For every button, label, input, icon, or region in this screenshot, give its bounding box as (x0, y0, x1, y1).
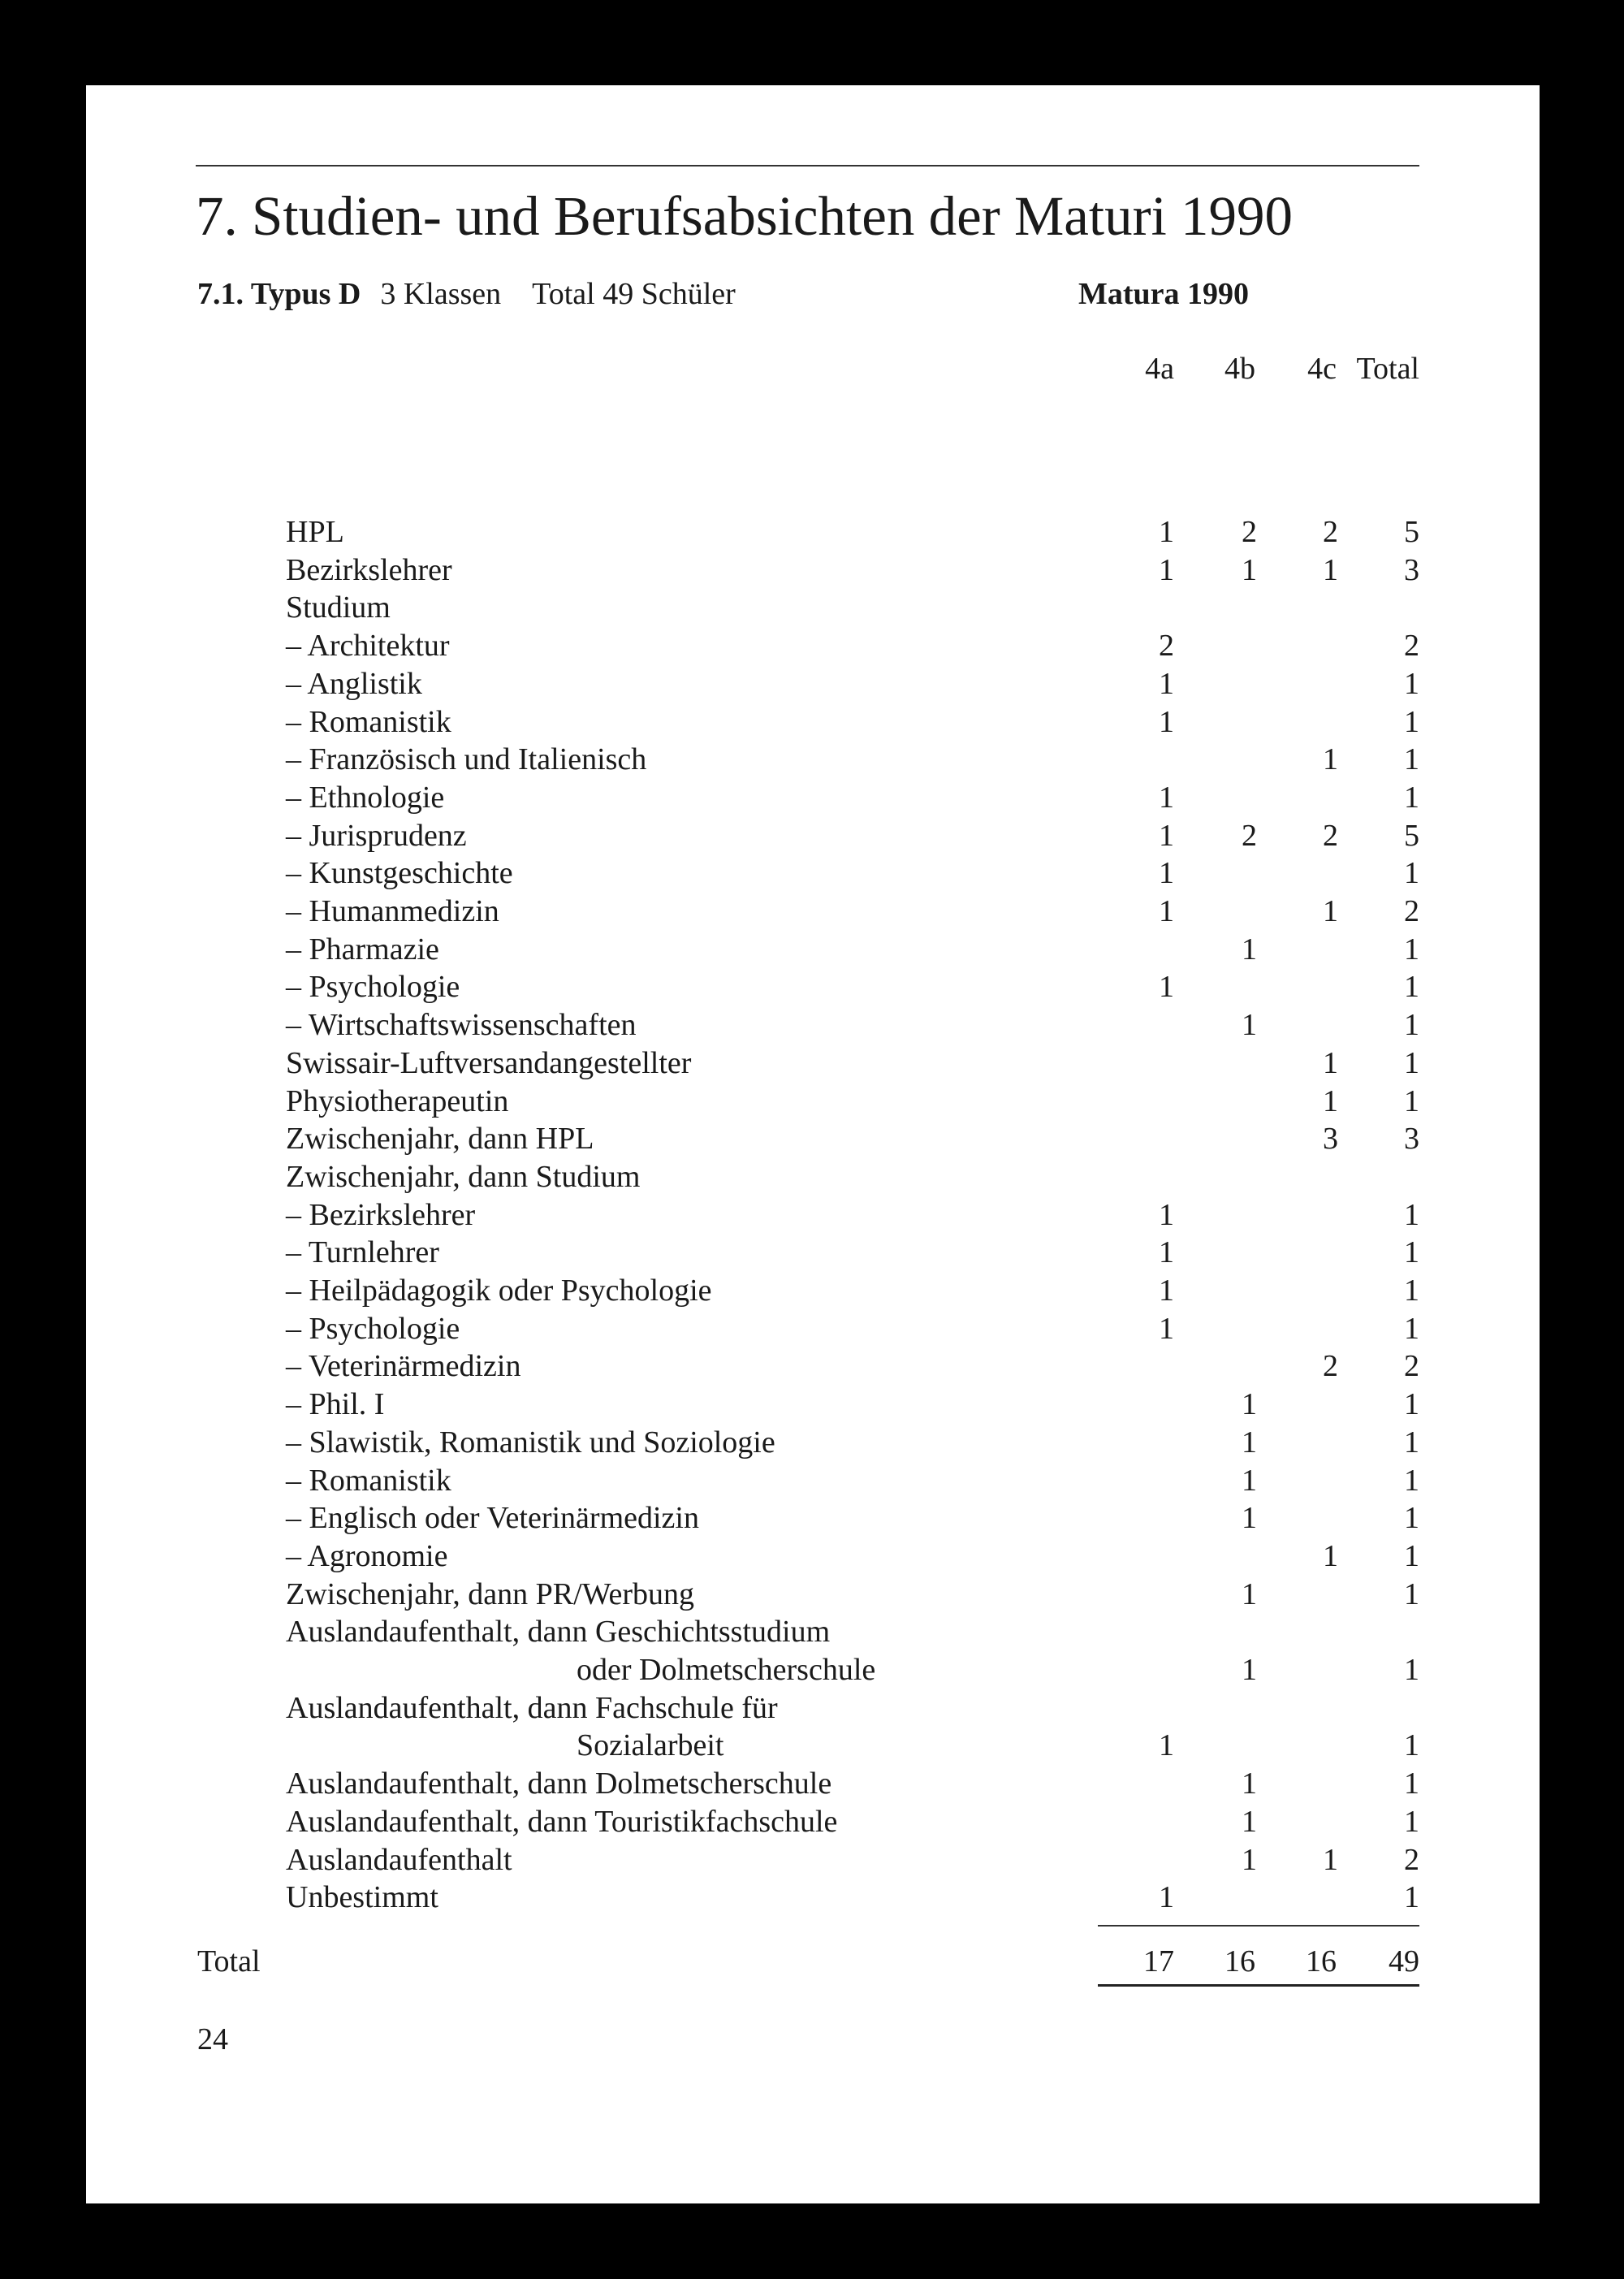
table-row (0, 817, 1543, 855)
table-row (0, 513, 1543, 551)
table-row (0, 1765, 1543, 1803)
table-row (0, 1689, 1543, 1728)
cell-4a: 1 (1159, 704, 1174, 739)
table-row (0, 1234, 1543, 1272)
cell-4a: 1 (1159, 1274, 1174, 1308)
cell-total: 1 (1404, 1880, 1419, 1915)
table-row (0, 665, 1543, 703)
table-row (0, 1347, 1543, 1386)
page-number: 24 (197, 2022, 228, 2056)
cell-total: 1 (1404, 1501, 1419, 1536)
cell-total: 1 (1404, 1235, 1419, 1270)
table-row (0, 627, 1543, 665)
cell-total: 1 (1404, 1425, 1419, 1460)
cell-total: 2 (1404, 1842, 1419, 1877)
sum-rule (1098, 1925, 1419, 1927)
cell-total: 3 (1404, 552, 1419, 587)
cell-4a: 1 (1159, 515, 1174, 549)
row-label: Auslandaufenthalt, dann Touristikfachschule (286, 1804, 838, 1839)
row-label: – Jurisprudenz (286, 818, 467, 853)
total-total: 49 (1389, 1944, 1419, 1978)
table-row (0, 1462, 1543, 1500)
table-row (0, 931, 1543, 969)
cell-4a: 1 (1159, 1311, 1174, 1346)
cell-total: 1 (1404, 1045, 1419, 1080)
cell-total: 1 (1404, 856, 1419, 891)
cell-total: 1 (1404, 1463, 1419, 1498)
cell-4c: 1 (1323, 1083, 1338, 1118)
cell-total: 1 (1404, 1083, 1419, 1118)
row-label: Auslandaufenthalt, dann Fachschule für (286, 1690, 778, 1725)
total-row (0, 1943, 1543, 1981)
row-label: – Anglistik (286, 666, 422, 701)
cell-4b: 1 (1242, 552, 1257, 587)
cell-4b: 1 (1242, 1387, 1257, 1422)
table-row (0, 854, 1543, 893)
row-label: – Romanistik (286, 704, 451, 739)
table-row (0, 968, 1543, 1006)
table-row (0, 1272, 1543, 1310)
column-header-4c: 4c (1307, 352, 1337, 386)
cell-total: 5 (1404, 515, 1419, 549)
cell-total: 1 (1404, 704, 1419, 739)
row-label: – Psychologie (286, 1311, 460, 1346)
page-title: 7. Studien- und Berufsabsichten der Maturi 1990 (196, 185, 1293, 247)
students-total-label: Total 49 Schüler (532, 277, 736, 311)
matura-heading: Matura 1990 (1078, 277, 1250, 311)
cell-total: 1 (1404, 1576, 1419, 1611)
table-row (0, 741, 1543, 779)
cell-4a: 1 (1159, 552, 1174, 587)
row-label: – Ethnologie (286, 780, 445, 815)
cell-4b: 1 (1242, 1842, 1257, 1877)
row-label: Zwischenjahr, dann PR/Werbung (286, 1576, 695, 1611)
table-row (0, 703, 1543, 742)
cell-4a: 1 (1159, 1235, 1174, 1270)
cell-total: 1 (1404, 1387, 1419, 1422)
cell-total: 1 (1404, 1197, 1419, 1232)
table-row (0, 893, 1543, 931)
row-label: Bezirkslehrer (286, 552, 452, 587)
row-label: Studium (286, 590, 391, 625)
table-row (0, 1576, 1543, 1614)
cell-total: 1 (1404, 1311, 1419, 1346)
cell-4b: 1 (1242, 932, 1257, 967)
row-label: Zwischenjahr, dann HPL (286, 1122, 594, 1157)
table-row (0, 1879, 1543, 1917)
cell-total: 1 (1404, 1804, 1419, 1839)
cell-4c: 2 (1323, 1349, 1338, 1384)
table-row (0, 1651, 1543, 1689)
row-label: – Psychologie (286, 970, 460, 1005)
table-row (0, 1196, 1543, 1235)
table-row (0, 1044, 1543, 1083)
cell-4b: 2 (1242, 515, 1257, 549)
cell-total: 3 (1404, 1122, 1419, 1157)
cell-4c: 3 (1323, 1122, 1338, 1157)
row-label: – Bezirkslehrer (286, 1197, 476, 1232)
table-row (0, 551, 1543, 590)
row-label: – Heilpädagogik oder Psychologie (286, 1274, 712, 1308)
cell-total: 1 (1404, 1728, 1419, 1763)
cell-total: 5 (1404, 818, 1419, 853)
cell-4b: 2 (1242, 818, 1257, 853)
table-row (0, 1499, 1543, 1537)
cell-4c: 1 (1323, 1842, 1338, 1877)
cell-4b: 1 (1242, 1767, 1257, 1801)
row-label: HPL (286, 515, 344, 549)
cell-4a: 1 (1159, 894, 1174, 928)
table-row (0, 1310, 1543, 1348)
classes-label: 3 Klassen (380, 277, 502, 311)
cell-4b: 1 (1242, 1463, 1257, 1498)
cell-total: 1 (1404, 1008, 1419, 1043)
table-row (0, 1803, 1543, 1841)
cell-total: 1 (1404, 1538, 1419, 1573)
cell-4c: 2 (1323, 515, 1338, 549)
cell-4b: 1 (1242, 1804, 1257, 1839)
row-label: – Phil. I (286, 1387, 385, 1422)
cell-4a: 1 (1159, 666, 1174, 701)
row-label: – Französisch und Italienisch (286, 742, 647, 777)
cell-4a: 1 (1159, 1728, 1174, 1763)
cell-total: 1 (1404, 1767, 1419, 1801)
cell-4b: 1 (1242, 1501, 1257, 1536)
table-row (0, 1083, 1543, 1121)
total-4a: 17 (1143, 1944, 1174, 1978)
table-row (0, 1158, 1543, 1196)
row-label: – Romanistik (286, 1463, 451, 1498)
cell-4b: 1 (1242, 1653, 1257, 1687)
row-label: – Slawistik, Romanistik und Soziologie (286, 1425, 775, 1460)
cell-4a: 1 (1159, 780, 1174, 815)
column-header-4a: 4a (1145, 352, 1174, 386)
row-label: – Turnlehrer (286, 1235, 439, 1270)
row-label: Unbestimmt (286, 1880, 438, 1915)
cell-4a: 1 (1159, 1197, 1174, 1232)
total-label: Total (197, 1944, 261, 1978)
cell-total: 2 (1404, 894, 1419, 928)
table-row (0, 589, 1543, 627)
column-header-total: Total (1356, 352, 1419, 386)
cell-4c: 2 (1323, 818, 1338, 853)
table-row (0, 779, 1543, 817)
total-4b: 16 (1224, 1944, 1255, 1978)
cell-total: 1 (1404, 970, 1419, 1005)
table-row (0, 1386, 1543, 1424)
cell-4b: 1 (1242, 1425, 1257, 1460)
cell-4a: 1 (1159, 1880, 1174, 1915)
cell-total: 1 (1404, 1274, 1419, 1308)
row-label: Auslandaufenthalt (286, 1842, 512, 1877)
row-label: – Pharmazie (286, 932, 439, 967)
row-label: – Wirtschaftswissenschaften (286, 1008, 637, 1043)
cell-4b: 1 (1242, 1008, 1257, 1043)
total-4c: 16 (1306, 1944, 1337, 1978)
row-label: Sozialarbeit (577, 1728, 724, 1763)
table-row (0, 1613, 1543, 1651)
row-label: – Veterinärmedizin (286, 1349, 521, 1384)
cell-4a: 1 (1159, 856, 1174, 891)
cell-total: 1 (1404, 932, 1419, 967)
row-label: oder Dolmetscherschule (577, 1653, 876, 1687)
section-label: 7.1. Typus D (197, 277, 361, 311)
cell-total: 1 (1404, 742, 1419, 777)
cell-4c: 1 (1323, 1045, 1338, 1080)
table-row (0, 1006, 1543, 1044)
cell-4a: 2 (1159, 629, 1174, 664)
cell-total: 1 (1404, 666, 1419, 701)
table-row (0, 1537, 1543, 1576)
row-label: Zwischenjahr, dann Studium (286, 1159, 641, 1194)
cell-4b: 1 (1242, 1576, 1257, 1611)
cell-4c: 1 (1323, 894, 1338, 928)
row-label: Auslandaufenthalt, dann Dolmetscherschule (286, 1767, 832, 1801)
row-label: – Architektur (286, 629, 450, 664)
cell-4c: 1 (1323, 1538, 1338, 1573)
row-label: Auslandaufenthalt, dann Geschichtsstudium (286, 1615, 831, 1650)
row-label: – Humanmedizin (286, 894, 499, 928)
column-header-4b: 4b (1224, 352, 1255, 386)
cell-4c: 1 (1323, 742, 1338, 777)
table-row (0, 1120, 1543, 1158)
row-label: Physiotherapeutin (286, 1083, 509, 1118)
row-label: – Kunstgeschichte (286, 856, 513, 891)
cell-4a: 1 (1159, 818, 1174, 853)
cell-4c: 1 (1323, 552, 1338, 587)
table-row (0, 1727, 1543, 1765)
cell-total: 1 (1404, 780, 1419, 815)
table-row (0, 1841, 1543, 1879)
double-underline (1098, 1984, 1419, 1987)
cell-total: 1 (1404, 1653, 1419, 1687)
cell-4a: 1 (1159, 970, 1174, 1005)
cell-total: 2 (1404, 629, 1419, 664)
cell-total: 2 (1404, 1349, 1419, 1384)
row-label: – Agronomie (286, 1538, 448, 1573)
table-row (0, 1424, 1543, 1462)
row-label: Swissair-Luftversandangestellter (286, 1045, 692, 1080)
row-label: – Englisch oder Veterinärmedizin (286, 1501, 699, 1536)
